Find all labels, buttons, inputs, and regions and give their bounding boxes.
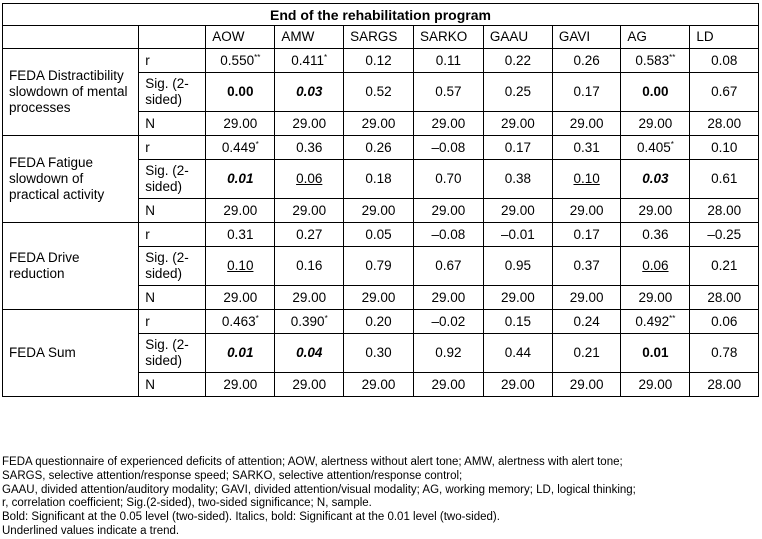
table-cell (344, 334, 414, 373)
cell-value: 0.95 (504, 258, 531, 273)
table-cell (275, 373, 344, 397)
cell-value: 0.25 (504, 84, 531, 99)
table-cell (344, 49, 414, 73)
table-cell (483, 49, 552, 73)
cell-value: 0.26 (573, 52, 600, 68)
cell-value: –0.02 (431, 313, 466, 329)
table-cell (483, 247, 552, 286)
cell-value: 0.26 (365, 139, 392, 155)
cell-value: 0.06 (711, 313, 738, 329)
cell-value: 0.37 (573, 258, 600, 273)
table-cell (552, 310, 620, 334)
table-cell (344, 373, 414, 397)
significance-marker: ** (669, 313, 676, 323)
table-cell (344, 286, 414, 310)
cell-value: 0.405 (636, 139, 671, 155)
table-cell (552, 334, 620, 373)
table-cell (344, 160, 414, 199)
header-blank (139, 26, 206, 49)
table-cell (690, 136, 759, 160)
table-cell (621, 136, 690, 160)
cell-value: 0.08 (711, 52, 738, 68)
significance-marker: * (255, 139, 259, 149)
cell-value: 29.00 (500, 376, 535, 392)
cell-value: 0.12 (365, 52, 392, 68)
cell-value: 29.00 (223, 115, 258, 131)
cell-value: 29.00 (431, 376, 466, 392)
cell-value: 0.38 (504, 171, 531, 186)
cell-value: 29.00 (500, 202, 535, 218)
table-cell (552, 112, 620, 136)
table-footnotes (2, 456, 759, 539)
table-cell (483, 223, 552, 247)
table-cell (483, 373, 552, 397)
table-cell (690, 223, 759, 247)
cell-value: 0.10 (573, 171, 600, 186)
column-header-gaau: GAAU (483, 26, 552, 49)
cell-value: 29.00 (638, 376, 673, 392)
column-header-sargs: SARGS (344, 26, 414, 49)
cell-value: 0.36 (642, 226, 669, 242)
cell-value: 0.16 (296, 258, 323, 273)
table-cell (483, 199, 552, 223)
table-cell (344, 112, 414, 136)
cell-value: 0.00 (642, 84, 669, 99)
table-cell (621, 199, 690, 223)
cell-value: 0.10 (227, 258, 254, 273)
cell-value: 0.17 (573, 226, 600, 242)
stat-label: N (139, 373, 206, 397)
cell-value: 29.00 (500, 289, 535, 305)
table-cell (206, 136, 275, 160)
table-cell (690, 199, 759, 223)
cell-value: 29.00 (361, 202, 396, 218)
table-cell (206, 247, 275, 286)
cell-value: 0.78 (711, 345, 738, 360)
cell-value: –0.25 (707, 226, 742, 242)
table-cell (275, 223, 344, 247)
table-cell (206, 223, 275, 247)
cell-value: 29.00 (638, 115, 673, 131)
table-cell (621, 223, 690, 247)
table-cell (413, 73, 483, 112)
cell-value: 29.00 (569, 376, 604, 392)
table-cell (483, 334, 552, 373)
table-cell (552, 136, 620, 160)
cell-value: 0.10 (711, 139, 738, 155)
table-cell (344, 136, 414, 160)
cell-value: 0.22 (504, 52, 531, 68)
table-row (3, 223, 759, 247)
table-cell (206, 373, 275, 397)
footnote-line: Bold: Significant at the 0.05 level (two-sided). Italics, bold: Significant at the 0.01 level (two-sided). (2, 511, 500, 524)
table-cell (690, 73, 759, 112)
table-cell (206, 334, 275, 373)
table-cell (275, 199, 344, 223)
table-cell (483, 160, 552, 199)
cell-value: 28.00 (707, 289, 742, 305)
cell-value: 0.00 (227, 84, 254, 99)
cell-value: 0.01 (227, 171, 254, 186)
cell-value: 0.550 (220, 52, 255, 68)
cell-value: 0.20 (365, 313, 392, 329)
significance-marker: * (324, 313, 328, 323)
cell-value: 0.01 (642, 345, 669, 360)
table-cell (344, 199, 414, 223)
table-cell (413, 136, 483, 160)
table-cell (344, 247, 414, 286)
table-cell (690, 49, 759, 73)
table-cell (275, 247, 344, 286)
table-cell (552, 223, 620, 247)
footnote-line: FEDA questionnaire of experienced deficits of attention; AOW, alertness without alert tone; AMW, alertness with alert tone; (2, 456, 623, 468)
stat-label: Sig. (2-sided) (139, 160, 206, 199)
cell-value: 0.67 (711, 84, 738, 99)
cell-value: 0.15 (504, 313, 531, 329)
stat-label: r (139, 136, 206, 160)
table-cell (483, 286, 552, 310)
table-cell (413, 247, 483, 286)
table-cell (413, 334, 483, 373)
cell-value: –0.08 (431, 226, 466, 242)
cell-value: 29.00 (361, 376, 396, 392)
cell-value: 29.00 (431, 202, 466, 218)
cell-value: 0.21 (711, 258, 738, 273)
cell-value: 0.06 (296, 171, 323, 186)
table-cell (621, 247, 690, 286)
stat-label: Sig. (2-sided) (139, 247, 206, 286)
cell-value: 0.18 (365, 171, 392, 186)
cell-value: 29.00 (223, 202, 258, 218)
footnote-line: r, correlation coefficient; Sig.(2-sided), two-sided significance; N, sample. (2, 497, 372, 510)
significance-marker: ** (669, 52, 676, 62)
cell-value: 0.463 (221, 313, 256, 329)
column-header-ag: AG (621, 26, 690, 49)
table-cell (621, 112, 690, 136)
table-cell (206, 286, 275, 310)
cell-value: 29.00 (223, 289, 258, 305)
cell-value: 29.00 (431, 115, 466, 131)
stat-label: r (139, 49, 206, 73)
cell-value: –0.01 (500, 226, 535, 242)
cell-value: 29.00 (431, 289, 466, 305)
table-cell (483, 112, 552, 136)
header-blank (3, 26, 139, 49)
table-cell (621, 373, 690, 397)
table-cell (206, 112, 275, 136)
table-cell (413, 223, 483, 247)
column-header-ld: LD (690, 26, 759, 49)
row-group-label: FEDA Drive reduction (3, 223, 139, 310)
cell-value: 0.70 (435, 171, 462, 186)
cell-value: 0.61 (711, 171, 738, 186)
cell-value: 29.00 (569, 289, 604, 305)
table-cell (690, 160, 759, 199)
cell-value: 0.449 (221, 139, 256, 155)
table-cell (275, 73, 344, 112)
table-cell (206, 49, 275, 73)
cell-value: 0.31 (573, 139, 600, 155)
cell-value: 0.03 (642, 171, 669, 186)
cell-value: 0.04 (296, 345, 323, 360)
stat-label: N (139, 199, 206, 223)
table-cell (206, 199, 275, 223)
cell-value: 0.30 (365, 345, 392, 360)
stat-label: r (139, 310, 206, 334)
column-header-sarko: SARKO (413, 26, 483, 49)
table-cell (275, 310, 344, 334)
cell-value: 0.583 (635, 52, 670, 68)
cell-value: 0.17 (573, 84, 600, 99)
significance-marker: * (324, 52, 328, 62)
cell-value: 0.52 (365, 84, 392, 99)
table-cell (621, 334, 690, 373)
cell-value: 0.411 (291, 52, 325, 68)
significance-marker: * (670, 139, 674, 149)
column-header-aow: AOW (206, 26, 275, 49)
table-cell (483, 310, 552, 334)
table-cell (483, 73, 552, 112)
cell-value: 0.06 (642, 258, 669, 273)
row-group-label: FEDA Sum (3, 310, 139, 397)
table-cell (413, 286, 483, 310)
cell-value: 0.36 (296, 139, 323, 155)
table-cell (621, 160, 690, 199)
cell-value: 0.390 (290, 313, 325, 329)
cell-value: 29.00 (292, 376, 327, 392)
cell-value: 0.92 (435, 345, 462, 360)
table-cell (275, 334, 344, 373)
table-row (3, 49, 759, 73)
table-cell (690, 247, 759, 286)
table-cell (206, 160, 275, 199)
cell-value: 29.00 (569, 202, 604, 218)
cell-value: 28.00 (707, 202, 742, 218)
table-cell (206, 73, 275, 112)
table-cell (621, 73, 690, 112)
table-cell (413, 199, 483, 223)
table-cell (552, 160, 620, 199)
table-row (3, 136, 759, 160)
significance-marker: * (255, 313, 259, 323)
cell-value: 28.00 (707, 115, 742, 131)
table-cell (621, 286, 690, 310)
table-cell (344, 223, 414, 247)
table-cell (552, 286, 620, 310)
cell-value: 0.03 (296, 84, 323, 99)
row-group-label: FEDA Distractibility slowdown of mental processes (3, 49, 139, 136)
cell-value: 0.01 (227, 345, 254, 360)
table-cell (413, 112, 483, 136)
table-row (3, 310, 759, 334)
cell-value: 29.00 (638, 202, 673, 218)
table-cell (275, 49, 344, 73)
cell-value: 29.00 (292, 289, 327, 305)
cell-value: 28.00 (707, 376, 742, 392)
cell-value: 0.57 (435, 84, 462, 99)
stat-label: N (139, 286, 206, 310)
cell-value: 0.492 (635, 313, 670, 329)
table-cell (275, 136, 344, 160)
footnote-line: SARGS, selective attention/response speed; SARKO, selective attention/response control; (2, 469, 463, 482)
cell-value: 0.31 (227, 226, 254, 242)
cell-value: 29.00 (361, 289, 396, 305)
table-cell (621, 310, 690, 334)
table-cell (552, 247, 620, 286)
table-cell (690, 373, 759, 397)
footnote-line: Underlined values indicate a trend. (2, 524, 180, 537)
cell-value: 0.67 (435, 258, 462, 273)
cell-value: 29.00 (361, 115, 396, 131)
cell-value: 0.24 (573, 313, 600, 329)
footnote-line: GAAU, divided attention/auditory modality; GAVI, divided attention/visual modality; AG, working memory; LD, logical thinking; (2, 483, 636, 496)
table-cell (413, 373, 483, 397)
table-cell (552, 199, 620, 223)
cell-value: 0.79 (365, 258, 392, 273)
table-cell (552, 73, 620, 112)
table-cell (344, 73, 414, 112)
row-group-label: FEDA Fatigue slowdown of practical activity (3, 136, 139, 223)
stat-label: Sig. (2-sided) (139, 334, 206, 373)
cell-value: 29.00 (292, 115, 327, 131)
table-cell (275, 286, 344, 310)
table-cell (690, 334, 759, 373)
cell-value: 0.21 (573, 345, 600, 360)
table-cell (621, 49, 690, 73)
table-cell (344, 310, 414, 334)
cell-value: 29.00 (500, 115, 535, 131)
cell-value: 29.00 (292, 202, 327, 218)
table-cell (413, 49, 483, 73)
table-cell (690, 310, 759, 334)
table-cell (275, 112, 344, 136)
correlation-table (2, 3, 759, 397)
table-cell (413, 310, 483, 334)
table-title: End of the rehabilitation program (3, 4, 759, 26)
cell-value: 0.27 (296, 226, 323, 242)
cell-value: 0.11 (435, 52, 462, 68)
stat-label: r (139, 223, 206, 247)
table-cell (275, 160, 344, 199)
cell-value: 29.00 (223, 376, 258, 392)
significance-marker: ** (254, 52, 261, 62)
table-cell (552, 373, 620, 397)
cell-value: 29.00 (638, 289, 673, 305)
table-cell (413, 160, 483, 199)
cell-value: 0.17 (504, 139, 531, 155)
table-cell (690, 286, 759, 310)
cell-value: 0.44 (504, 345, 531, 360)
cell-value: 29.00 (569, 115, 604, 131)
stat-label: N (139, 112, 206, 136)
table-cell (206, 310, 275, 334)
column-header-gavi: GAVI (552, 26, 620, 49)
table-cell (690, 112, 759, 136)
stat-label: Sig. (2-sided) (139, 73, 206, 112)
cell-value: 0.05 (365, 226, 392, 242)
cell-value: –0.08 (431, 139, 466, 155)
table-cell (483, 136, 552, 160)
table-cell (552, 49, 620, 73)
column-header-amw: AMW (275, 26, 344, 49)
